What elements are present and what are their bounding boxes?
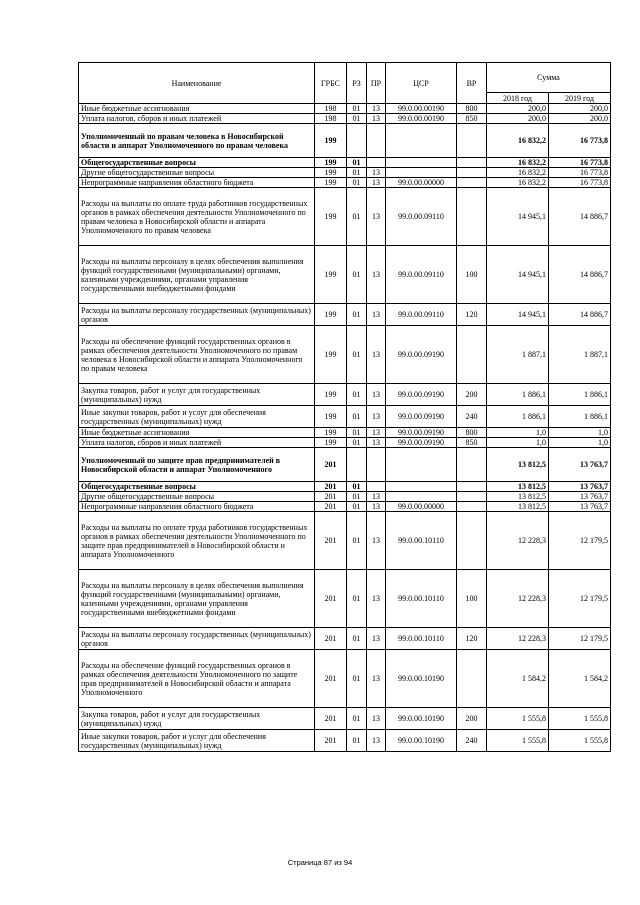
cell-sum-2019: 200,0: [549, 114, 611, 124]
cell-csr: 99.0.00.10190: [386, 730, 457, 752]
cell-pr: 13: [367, 178, 386, 188]
table-row: [79, 188, 611, 246]
table-row: [79, 492, 611, 502]
cell-sum-2019: 12 179,5: [549, 512, 611, 570]
cell-name: Другие общегосударственные вопросы: [79, 168, 315, 178]
cell-pr: 13: [367, 438, 386, 448]
cell-grbs: 199: [315, 438, 347, 448]
cell-name: Непрограммные направления областного бюджета: [79, 502, 315, 512]
cell-sum-2019: 1 886,1: [549, 406, 611, 428]
cell-name: Непрограммные направления областного бюджета: [79, 178, 315, 188]
cell-sum-2018: 1,0: [487, 428, 549, 438]
cell-grbs: 198: [315, 114, 347, 124]
table-row: [79, 650, 611, 708]
cell-rz: 01: [347, 188, 367, 246]
cell-rz: 01: [347, 104, 367, 114]
cell-csr: [386, 124, 457, 158]
cell-grbs: 199: [315, 304, 347, 326]
cell-pr: 13: [367, 304, 386, 326]
cell-rz: 01: [347, 326, 367, 384]
cell-name: Расходы на выплаты персоналу в целях обеспечения выполнения функций государственными (муниципальными) органами, казенными учреждениями, органами управления государственными внебюджетными фондами: [79, 570, 315, 628]
cell-grbs: 199: [315, 326, 347, 384]
cell-grbs: 201: [315, 482, 347, 492]
cell-sum-2018: 1,0: [487, 438, 549, 448]
col-csr-header: ЦСР: [386, 63, 457, 104]
cell-name: Уполномоченный по правам человека в Новосибирской области и аппарат Уполномоченного по правам человека: [79, 124, 315, 158]
cell-name: Иные бюджетные ассигнования: [79, 104, 315, 114]
cell-grbs: 199: [315, 168, 347, 178]
cell-rz: 01: [347, 428, 367, 438]
cell-grbs: 201: [315, 492, 347, 502]
cell-sum-2018: 16 832,2: [487, 124, 549, 158]
cell-sum-2018: 16 832,2: [487, 178, 549, 188]
cell-grbs: 199: [315, 246, 347, 304]
cell-rz: 01: [347, 650, 367, 708]
cell-name: Общегосударственные вопросы: [79, 482, 315, 492]
cell-sum-2018: 14 945,1: [487, 304, 549, 326]
cell-name: Иные закупки товаров, работ и услуг для обеспечения государственных (муниципальных) нужд: [79, 730, 315, 752]
cell-grbs: 201: [315, 448, 347, 482]
table-row: [79, 708, 611, 730]
cell-name: Закупка товаров, работ и услуг для государственных (муниципальных) нужд: [79, 708, 315, 730]
cell-sum-2019: 13 763,7: [549, 492, 611, 502]
cell-csr: [386, 448, 457, 482]
cell-vr: 240: [457, 406, 487, 428]
cell-csr: 99.0.00.09190: [386, 428, 457, 438]
cell-csr: 99.0.00.10190: [386, 708, 457, 730]
cell-name: Расходы на выплаты по оплате труда работников государственных органов в рамках обеспечения деятельности Уполномоченного по защите прав предпринимателей в Новосибирской области и аппарата Уполномоченного: [79, 512, 315, 570]
cell-vr: 800: [457, 428, 487, 438]
table-body: [79, 104, 611, 752]
cell-vr: [457, 188, 487, 246]
cell-vr: [457, 178, 487, 188]
cell-csr: 99.0.00.00000: [386, 502, 457, 512]
cell-name: Общегосударственные вопросы: [79, 158, 315, 168]
cell-grbs: 199: [315, 428, 347, 438]
table-row: [79, 114, 611, 124]
cell-pr: 13: [367, 730, 386, 752]
cell-csr: 99.0.00.10110: [386, 628, 457, 650]
cell-rz: 01: [347, 158, 367, 168]
cell-vr: 120: [457, 628, 487, 650]
table-row: [79, 168, 611, 178]
cell-csr: [386, 492, 457, 502]
cell-sum-2018: 200,0: [487, 114, 549, 124]
col-sum-header: Сумма: [487, 63, 611, 93]
table-row: [79, 730, 611, 752]
cell-rz: 01: [347, 438, 367, 448]
cell-vr: 240: [457, 730, 487, 752]
table-row: [79, 406, 611, 428]
table-row: [79, 124, 611, 158]
cell-vr: 120: [457, 304, 487, 326]
cell-pr: 13: [367, 168, 386, 178]
cell-rz: 01: [347, 384, 367, 406]
cell-sum-2018: 12 228,3: [487, 512, 549, 570]
table-row: [79, 512, 611, 570]
cell-csr: 99.0.00.09110: [386, 304, 457, 326]
cell-csr: 99.0.00.09110: [386, 188, 457, 246]
budget-table: [78, 62, 611, 752]
cell-vr: 200: [457, 384, 487, 406]
table-row: [79, 438, 611, 448]
cell-sum-2018: 1 886,1: [487, 384, 549, 406]
cell-csr: 99.0.00.10110: [386, 512, 457, 570]
cell-grbs: 201: [315, 570, 347, 628]
cell-pr: 13: [367, 188, 386, 246]
cell-grbs: 199: [315, 178, 347, 188]
cell-sum-2018: 1 887,1: [487, 326, 549, 384]
cell-name: Уполномоченный по защите прав предпринимателей в Новосибирской области и аппарат Уполномоченного: [79, 448, 315, 482]
cell-grbs: 199: [315, 158, 347, 168]
cell-sum-2019: 1 555,8: [549, 730, 611, 752]
cell-rz: 01: [347, 406, 367, 428]
cell-sum-2018: 13 812,5: [487, 492, 549, 502]
cell-vr: 850: [457, 438, 487, 448]
cell-vr: [457, 482, 487, 492]
cell-sum-2019: 14 886,7: [549, 188, 611, 246]
cell-rz: 01: [347, 482, 367, 492]
cell-vr: 800: [457, 104, 487, 114]
cell-name: Расходы на обеспечение функций государственных органов в рамках обеспечения деятельности Уполномоченного по правам человека в Новосибирской области и аппарата Уполномоченного по правам человека: [79, 326, 315, 384]
table-row: [79, 104, 611, 114]
cell-rz: 01: [347, 168, 367, 178]
cell-vr: 100: [457, 246, 487, 304]
cell-sum-2019: 200,0: [549, 104, 611, 114]
cell-rz: 01: [347, 628, 367, 650]
cell-grbs: 199: [315, 384, 347, 406]
cell-name: Расходы на выплаты персоналу государственных (муниципальных) органов: [79, 628, 315, 650]
cell-pr: 13: [367, 114, 386, 124]
cell-csr: 99.0.00.10190: [386, 650, 457, 708]
table-row: [79, 384, 611, 406]
cell-pr: 13: [367, 512, 386, 570]
cell-grbs: 201: [315, 628, 347, 650]
cell-pr: [367, 158, 386, 168]
cell-vr: [457, 168, 487, 178]
cell-csr: 99.0.00.09190: [386, 406, 457, 428]
cell-sum-2019: 1,0: [549, 438, 611, 448]
cell-vr: [457, 650, 487, 708]
cell-csr: [386, 158, 457, 168]
cell-csr: [386, 168, 457, 178]
cell-csr: 99.0.00.00190: [386, 104, 457, 114]
cell-name: Расходы на выплаты персоналу государственных (муниципальных) органов: [79, 304, 315, 326]
col-pr-header: ПР: [367, 63, 386, 104]
cell-grbs: 201: [315, 708, 347, 730]
cell-csr: 99.0.00.00190: [386, 114, 457, 124]
col-2019-header: 2019 год: [549, 93, 611, 104]
cell-sum-2018: 16 832,2: [487, 158, 549, 168]
col-grbs-header: ГРБС: [315, 63, 347, 104]
cell-sum-2018: 1 886,1: [487, 406, 549, 428]
cell-pr: 13: [367, 650, 386, 708]
cell-name: Уплата налогов, сборов и иных платежей: [79, 438, 315, 448]
cell-rz: [347, 124, 367, 158]
cell-pr: [367, 482, 386, 492]
cell-sum-2019: 12 179,5: [549, 570, 611, 628]
cell-sum-2018: 13 812,5: [487, 502, 549, 512]
cell-sum-2019: 12 179,5: [549, 628, 611, 650]
cell-sum-2019: 1 886,1: [549, 384, 611, 406]
header-row: [79, 63, 611, 93]
cell-csr: 99.0.00.00000: [386, 178, 457, 188]
cell-sum-2019: 13 763,7: [549, 502, 611, 512]
cell-pr: 13: [367, 708, 386, 730]
cell-name: Уплата налогов, сборов и иных платежей: [79, 114, 315, 124]
cell-grbs: 198: [315, 104, 347, 114]
cell-name: Иные закупки товаров, работ и услуг для обеспечения государственных (муниципальных) нужд: [79, 406, 315, 428]
cell-grbs: 201: [315, 650, 347, 708]
cell-vr: [457, 124, 487, 158]
col-vr-header: ВР: [457, 63, 487, 104]
cell-sum-2018: 12 228,3: [487, 570, 549, 628]
col-rz-header: РЗ: [347, 63, 367, 104]
cell-pr: 13: [367, 104, 386, 114]
col-2018-header: 2018 год: [487, 93, 549, 104]
table-row: [79, 570, 611, 628]
cell-grbs: 201: [315, 730, 347, 752]
cell-sum-2019: 1 555,8: [549, 708, 611, 730]
table-row: [79, 502, 611, 512]
cell-sum-2018: 1 584,2: [487, 650, 549, 708]
cell-pr: [367, 124, 386, 158]
cell-grbs: 199: [315, 124, 347, 158]
cell-sum-2019: 14 886,7: [549, 304, 611, 326]
cell-csr: 99.0.00.09190: [386, 326, 457, 384]
cell-vr: 200: [457, 708, 487, 730]
col-name-header: Наименование: [79, 63, 315, 104]
cell-sum-2018: 13 812,5: [487, 448, 549, 482]
cell-pr: [367, 448, 386, 482]
cell-csr: 99.0.00.09110: [386, 246, 457, 304]
table-row: [79, 304, 611, 326]
cell-grbs: 199: [315, 188, 347, 246]
cell-sum-2018: 14 945,1: [487, 188, 549, 246]
cell-grbs: 201: [315, 512, 347, 570]
cell-rz: 01: [347, 730, 367, 752]
cell-name: Расходы на выплаты по оплате труда работников государственных органов в рамках обеспечения деятельности Уполномоченного по правам человека в Новосибирской области и аппарата Уполномоченного по правам человека: [79, 188, 315, 246]
cell-vr: 850: [457, 114, 487, 124]
cell-sum-2019: 1,0: [549, 428, 611, 438]
cell-sum-2018: 12 228,3: [487, 628, 549, 650]
cell-vr: [457, 492, 487, 502]
cell-csr: 99.0.00.09190: [386, 384, 457, 406]
cell-sum-2018: 1 555,8: [487, 708, 549, 730]
cell-pr: 13: [367, 492, 386, 502]
cell-vr: [457, 326, 487, 384]
cell-rz: [347, 448, 367, 482]
cell-pr: 13: [367, 384, 386, 406]
cell-pr: 13: [367, 246, 386, 304]
table-row: [79, 178, 611, 188]
cell-sum-2018: 1 555,8: [487, 730, 549, 752]
cell-rz: 01: [347, 178, 367, 188]
cell-rz: 01: [347, 512, 367, 570]
cell-name: Закупка товаров, работ и услуг для государственных (муниципальных) нужд: [79, 384, 315, 406]
cell-name: Иные бюджетные ассигнования: [79, 428, 315, 438]
cell-name: Расходы на выплаты персоналу в целях обеспечения выполнения функций государственными (муниципальными) органами, казенными учреждениями, органами управления государственными внебюджетными фондами: [79, 246, 315, 304]
cell-pr: 13: [367, 406, 386, 428]
cell-sum-2019: 16 773,8: [549, 158, 611, 168]
cell-csr: 99.0.00.10110: [386, 570, 457, 628]
cell-sum-2019: 1 584,2: [549, 650, 611, 708]
cell-pr: 13: [367, 326, 386, 384]
cell-pr: 13: [367, 570, 386, 628]
table-row: [79, 482, 611, 492]
table-row: [79, 326, 611, 384]
cell-csr: [386, 482, 457, 492]
cell-pr: 13: [367, 502, 386, 512]
cell-sum-2019: 1 887,1: [549, 326, 611, 384]
cell-rz: 01: [347, 304, 367, 326]
cell-vr: [457, 502, 487, 512]
cell-sum-2019: 14 886,7: [549, 246, 611, 304]
cell-rz: 01: [347, 492, 367, 502]
table-row: [79, 428, 611, 438]
table-row: [79, 448, 611, 482]
cell-sum-2018: 14 945,1: [487, 246, 549, 304]
cell-csr: 99.0.00.09190: [386, 438, 457, 448]
cell-rz: 01: [347, 570, 367, 628]
cell-rz: 01: [347, 502, 367, 512]
cell-vr: [457, 448, 487, 482]
cell-sum-2018: 13 812,5: [487, 482, 549, 492]
page-number: Страница 87 из 94: [287, 858, 353, 867]
cell-pr: 13: [367, 628, 386, 650]
cell-grbs: 201: [315, 502, 347, 512]
cell-sum-2019: 16 773,8: [549, 168, 611, 178]
cell-grbs: 199: [315, 406, 347, 428]
cell-rz: 01: [347, 708, 367, 730]
cell-sum-2019: 13 763,7: [549, 448, 611, 482]
table-row: [79, 158, 611, 168]
cell-sum-2018: 16 832,2: [487, 168, 549, 178]
cell-sum-2019: 16 773,8: [549, 124, 611, 158]
table-row: [79, 628, 611, 650]
cell-sum-2019: 16 773,8: [549, 178, 611, 188]
cell-pr: 13: [367, 428, 386, 438]
table-row: [79, 246, 611, 304]
cell-sum-2018: 200,0: [487, 104, 549, 114]
cell-vr: [457, 512, 487, 570]
cell-vr: 100: [457, 570, 487, 628]
cell-sum-2019: 13 763,7: [549, 482, 611, 492]
cell-name: Расходы на обеспечение функций государственных органов в рамках обеспечения деятельности Уполномоченного по защите прав предпринимателей в Новосибирской области и аппарата Уполномоченного: [79, 650, 315, 708]
cell-vr: [457, 158, 487, 168]
cell-name: Другие общегосударственные вопросы: [79, 492, 315, 502]
cell-rz: 01: [347, 246, 367, 304]
cell-rz: 01: [347, 114, 367, 124]
